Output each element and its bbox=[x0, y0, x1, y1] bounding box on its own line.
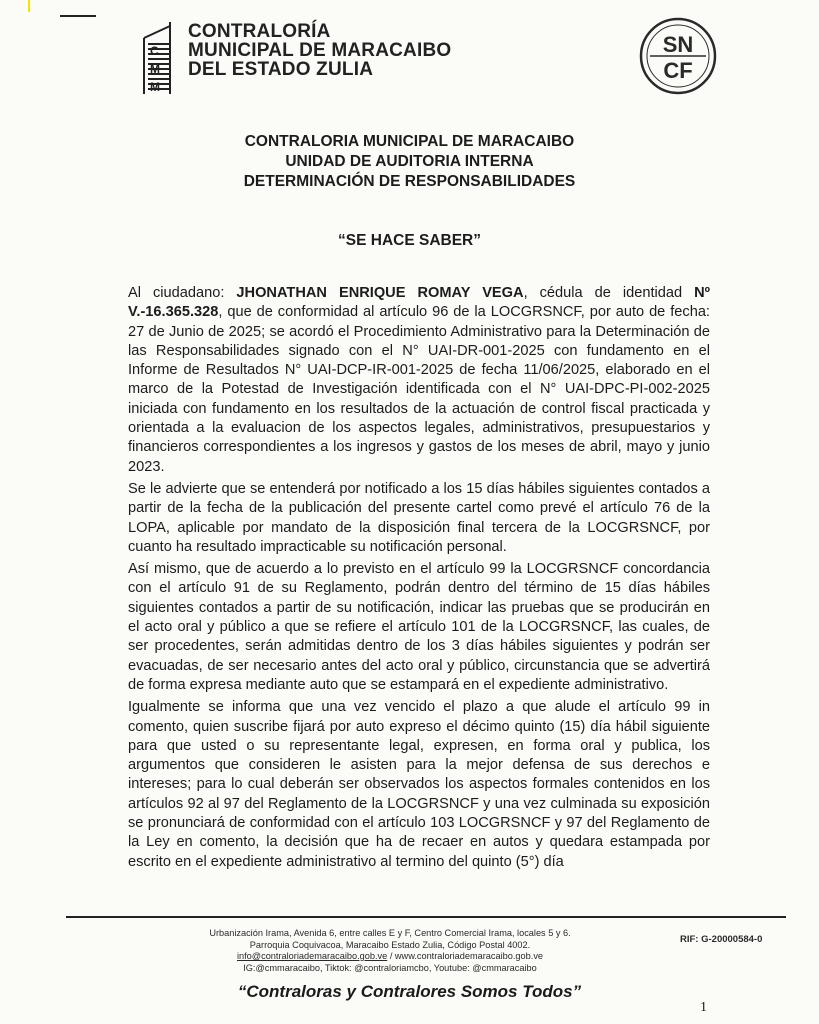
seal-bottom-text: CF bbox=[663, 58, 693, 83]
rif-number: RIF: G-20000584-0 bbox=[680, 934, 763, 945]
logo-line-1: CONTRALORÍA bbox=[188, 21, 331, 42]
paragraph-evidence: Así mismo, que de acuerdo a lo previsto en el artículo 99 la LOCGRSNCF concordancia con el artículo 91 de su Reglamento, podrán dentro del término de 15 días hábiles siguientes contados a partir de su notificación, indicar las pruebas que se producirán en el acto oral y público a que se refiere el artículo 101 de la LOCGRSNCF, las cuales, de ser procedentes, serán admitidas dentro de los 3 días hábiles siguientes y podrán ser evacuadas, de ser necesario antes del acto oral y público, circunstancia que se advertirá de forma expresa mediante auto que se estampará en el expediente administrativo. bbox=[128, 561, 710, 693]
page-number: 1 bbox=[700, 1000, 707, 1015]
title-line-1: CONTRALORIA MUNICIPAL DE MARACAIBO bbox=[244, 133, 575, 150]
svg-text:C: C bbox=[150, 44, 159, 58]
footer-web-line bbox=[150, 951, 630, 963]
paragraph-notification: Se le advierte que se entenderá por notificado a los 15 días hábiles siguientes contados a partir de la fecha de la publicación del presente cartel como prevé el artículo 76 de la LOPA, aplicable por mandato de la disposición final tercera de la LOCGRSNCF, por cuanto ha resultado impracticable su notificación personal. bbox=[128, 480, 710, 555]
paragraph-citation bbox=[128, 284, 710, 477]
footer-contact bbox=[150, 928, 630, 974]
footer-address-1: Urbanización Irama, Avenida 6, entre calles E y F, Centro Comercial Irama, locales 5 y 6. bbox=[209, 928, 571, 938]
footer-address-2: Parroquia Coquivacoa, Maracaibo Estado Zulia, Código Postal 4002. bbox=[249, 939, 531, 950]
paragraph-hearing: Igualmente se informa que una vez vencido el plazo a que alude el artículo 99 in comento, quien suscribe fijará por auto expreso el décimo quinto (15) día hábil siguiente para que usted o su representante legal, expresen, en forma oral y publica, los argumentos que consideren le asisten para la mejor defensa de sus derechos e intereses; para lo cual deberán ser observados los aspectos formales contenidos en los artículos 92 al 97 del Reglamento de la LOCGRSNCF y una vez culminada su exposición se pronunciará de conformidad con el artículo 103 LOCGRSNCF y 97 del Reglamento de la Ley en comento, la decisión que ha de recaer en autos y quedara estampada por escrito en el expediente administrativo al termino del quinto (5°) día bbox=[128, 699, 710, 870]
corner-line bbox=[60, 15, 96, 17]
institution-logo bbox=[140, 18, 451, 98]
citizen-id: Nº V.-16.365.328 bbox=[128, 285, 711, 321]
citation-intro: Al ciudadano: bbox=[128, 285, 237, 301]
corner-mark bbox=[28, 0, 30, 12]
notice-heading: “SE HACE SABER” bbox=[338, 232, 481, 249]
logo-line-3: DEL ESTADO ZULIA bbox=[188, 59, 374, 80]
citizen-name: JHONATHAN ENRIQUE ROMAY VEGA bbox=[236, 285, 524, 301]
title-line-2: UNIDAD DE AUDITORIA INTERNA bbox=[285, 153, 534, 170]
footer-website: / www.contraloriademaracaibo.gob.ve bbox=[387, 951, 544, 961]
footer-email-link[interactable]: info@contraloriademaracaibo.gob.ve bbox=[236, 951, 388, 961]
svg-text:M: M bbox=[150, 80, 160, 94]
sncf-seal-icon bbox=[638, 16, 718, 96]
citation-rest: , que de conformidad al artículo 96 de la LOCGRSNCF, por auto de fecha: 27 de Junio de 2025; se acordó el Procedimiento Administrativo para la Determinación de las Responsabilidades signado con el N° UAI-DR-001-2025 con fundamento en el Informe de Resultados N° UAI-DCP-IR-001-2025 de fecha 11/06/2025, elaborado en el marco de la Potestad de Investigación identificada con el N° UAI-DPC-PI-002-2025 iniciada con fundamento en los resultados de la actuación de control fiscal practicada y orientada a la evaluacion de los aspectos legales, administrativos, presupuestarios y financieros correspondientes a los ingresos y gastos de los meses de abril, mayo y junio 2023. bbox=[128, 304, 710, 475]
footer-slogan: “Contraloras y Contralores Somos Todos” bbox=[237, 982, 582, 1001]
citation-mid: , cédula de identidad bbox=[523, 285, 695, 301]
logo-line-2: MUNICIPAL DE MARACAIBO bbox=[188, 40, 452, 61]
seal-top-text: SN bbox=[662, 32, 694, 57]
document-body bbox=[128, 284, 710, 872]
svg-text:M: M bbox=[150, 62, 160, 76]
building-logo-icon bbox=[140, 18, 182, 98]
logo-wordmark bbox=[188, 22, 451, 79]
footer-rule bbox=[66, 916, 786, 918]
footer-social: IG:@cmmaracaibo, Tiktok: @contraloriamcbo, Youtube: @cmmaracaibo bbox=[243, 962, 537, 973]
title-line-3: DETERMINACIÓN DE RESPONSABILIDADES bbox=[243, 173, 576, 190]
